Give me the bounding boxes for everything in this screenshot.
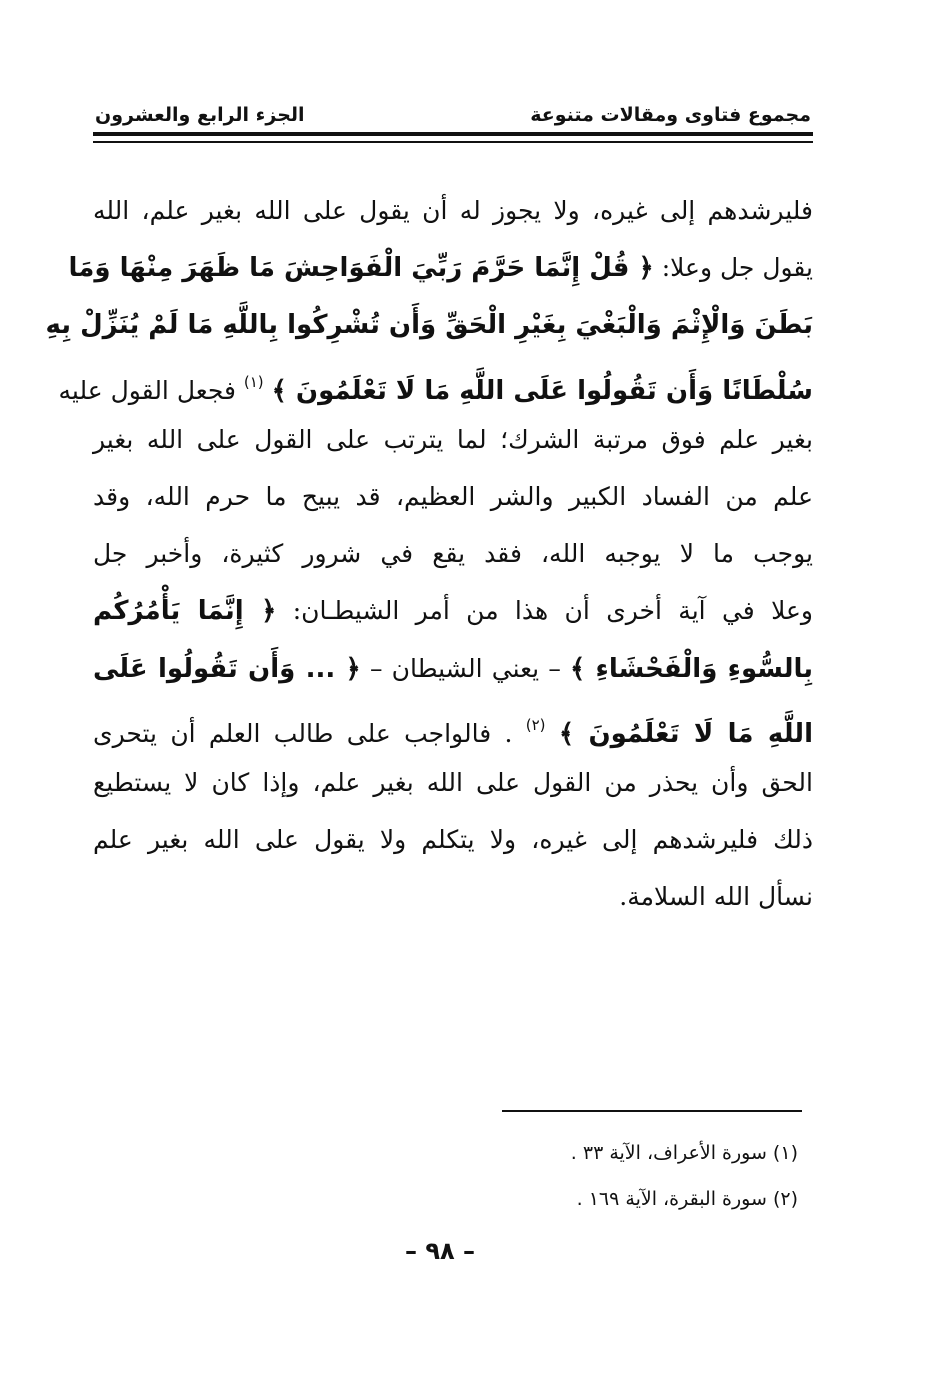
footnote-separator	[502, 1110, 802, 1112]
running-header	[95, 92, 811, 126]
book-title: مجموع فتاوى ومقالات متنوعة	[530, 104, 811, 126]
text-line: ذلك فليرشدهم إلى غيره، ولا يتكلم ولا يقول على الله بغير علم	[93, 825, 813, 855]
footnote-ref: (١)	[243, 372, 264, 391]
text-line: بغير علم فوق مرتبة الشرك؛ لما يترتب على القول على الله بغير	[93, 424, 813, 454]
text-line	[93, 582, 813, 639]
quran-verse: ﴿ قُلْ إِنَّمَا حَرَّمَ رَبِّيَ الْفَوَاحِشَ مَا ظَهَرَ مِنْهَا وَمَا	[68, 253, 654, 284]
text-line: فليرشدهم إلى غيره، ولا يجوز له أن يقول على الله بغير علم، الله	[93, 196, 813, 225]
text-line	[93, 640, 813, 697]
quran-verse: ﴿ ... وَأَن تَقُولُوا عَلَى	[93, 653, 361, 684]
plain-text: وعلا في آية أخرى أن هذا من أمر الشيطـان:	[292, 596, 814, 626]
header-rule-thin	[93, 141, 813, 143]
main-text	[45, 182, 814, 925]
plain-text: فجعل القول عليه	[58, 375, 236, 405]
page-number: – ٩٨ –	[404, 1237, 475, 1265]
text-line	[93, 697, 813, 754]
volume-label: الجزء الرابع والعشرون	[95, 104, 305, 126]
plain-text: – يعني الشيطان –	[369, 653, 561, 683]
quran-verse: ﴿ إِنَّمَا يَأْمُرُكُم	[93, 596, 277, 627]
quran-verse: اللَّهِ مَا لَا تَعْلَمُونَ ﴾	[558, 718, 813, 749]
text-line	[45, 296, 813, 353]
plain-text: . فالواجب على طالب العلم أن يتحرى	[93, 718, 513, 748]
footnotes	[400, 1130, 798, 1222]
text-line: نسأل الله السلامة.	[619, 882, 813, 912]
footnote-ref: (٢)	[525, 715, 546, 734]
header-rule-thick	[93, 132, 813, 136]
quran-verse: سُلْطَانًا وَأَن تَقُولُوا عَلَى اللَّهِ مَا لَا تَعْلَمُونَ ﴾	[271, 375, 813, 406]
quran-verse: بَطَنَ وَالْإِثْمَ وَالْبَغْيَ بِغَيْرِ الْحَقِّ وَأَن تُشْرِكُوا بِاللَّهِ مَا لَمْ يُنَزِّلْ بِهِ	[45, 310, 813, 341]
plain-text: يقول جل وعلا:	[661, 253, 813, 283]
footnote: (٢) سورة البقرة، الآية ١٦٩ .	[576, 1188, 798, 1210]
text-line	[58, 354, 813, 411]
text-line: علم من الفساد الكبير والشر العظيم، قد يبيح ما حرم الله، وقد	[93, 481, 813, 511]
text-line: يوجب ما لا يوجبه الله، فقد يقع في شرور كثيرة، وأخبر جل	[93, 539, 813, 569]
text-line	[68, 239, 813, 296]
text-line: الحق وأن يحذر من القول على الله بغير علم، وإذا كان لا يستطيع	[93, 767, 813, 797]
quran-verse: بِالسُّوءِ وَالْفَحْشَاءِ ﴾	[570, 653, 813, 684]
footnote: (١) سورة الأعراف، الآية ٣٣ .	[570, 1142, 798, 1164]
